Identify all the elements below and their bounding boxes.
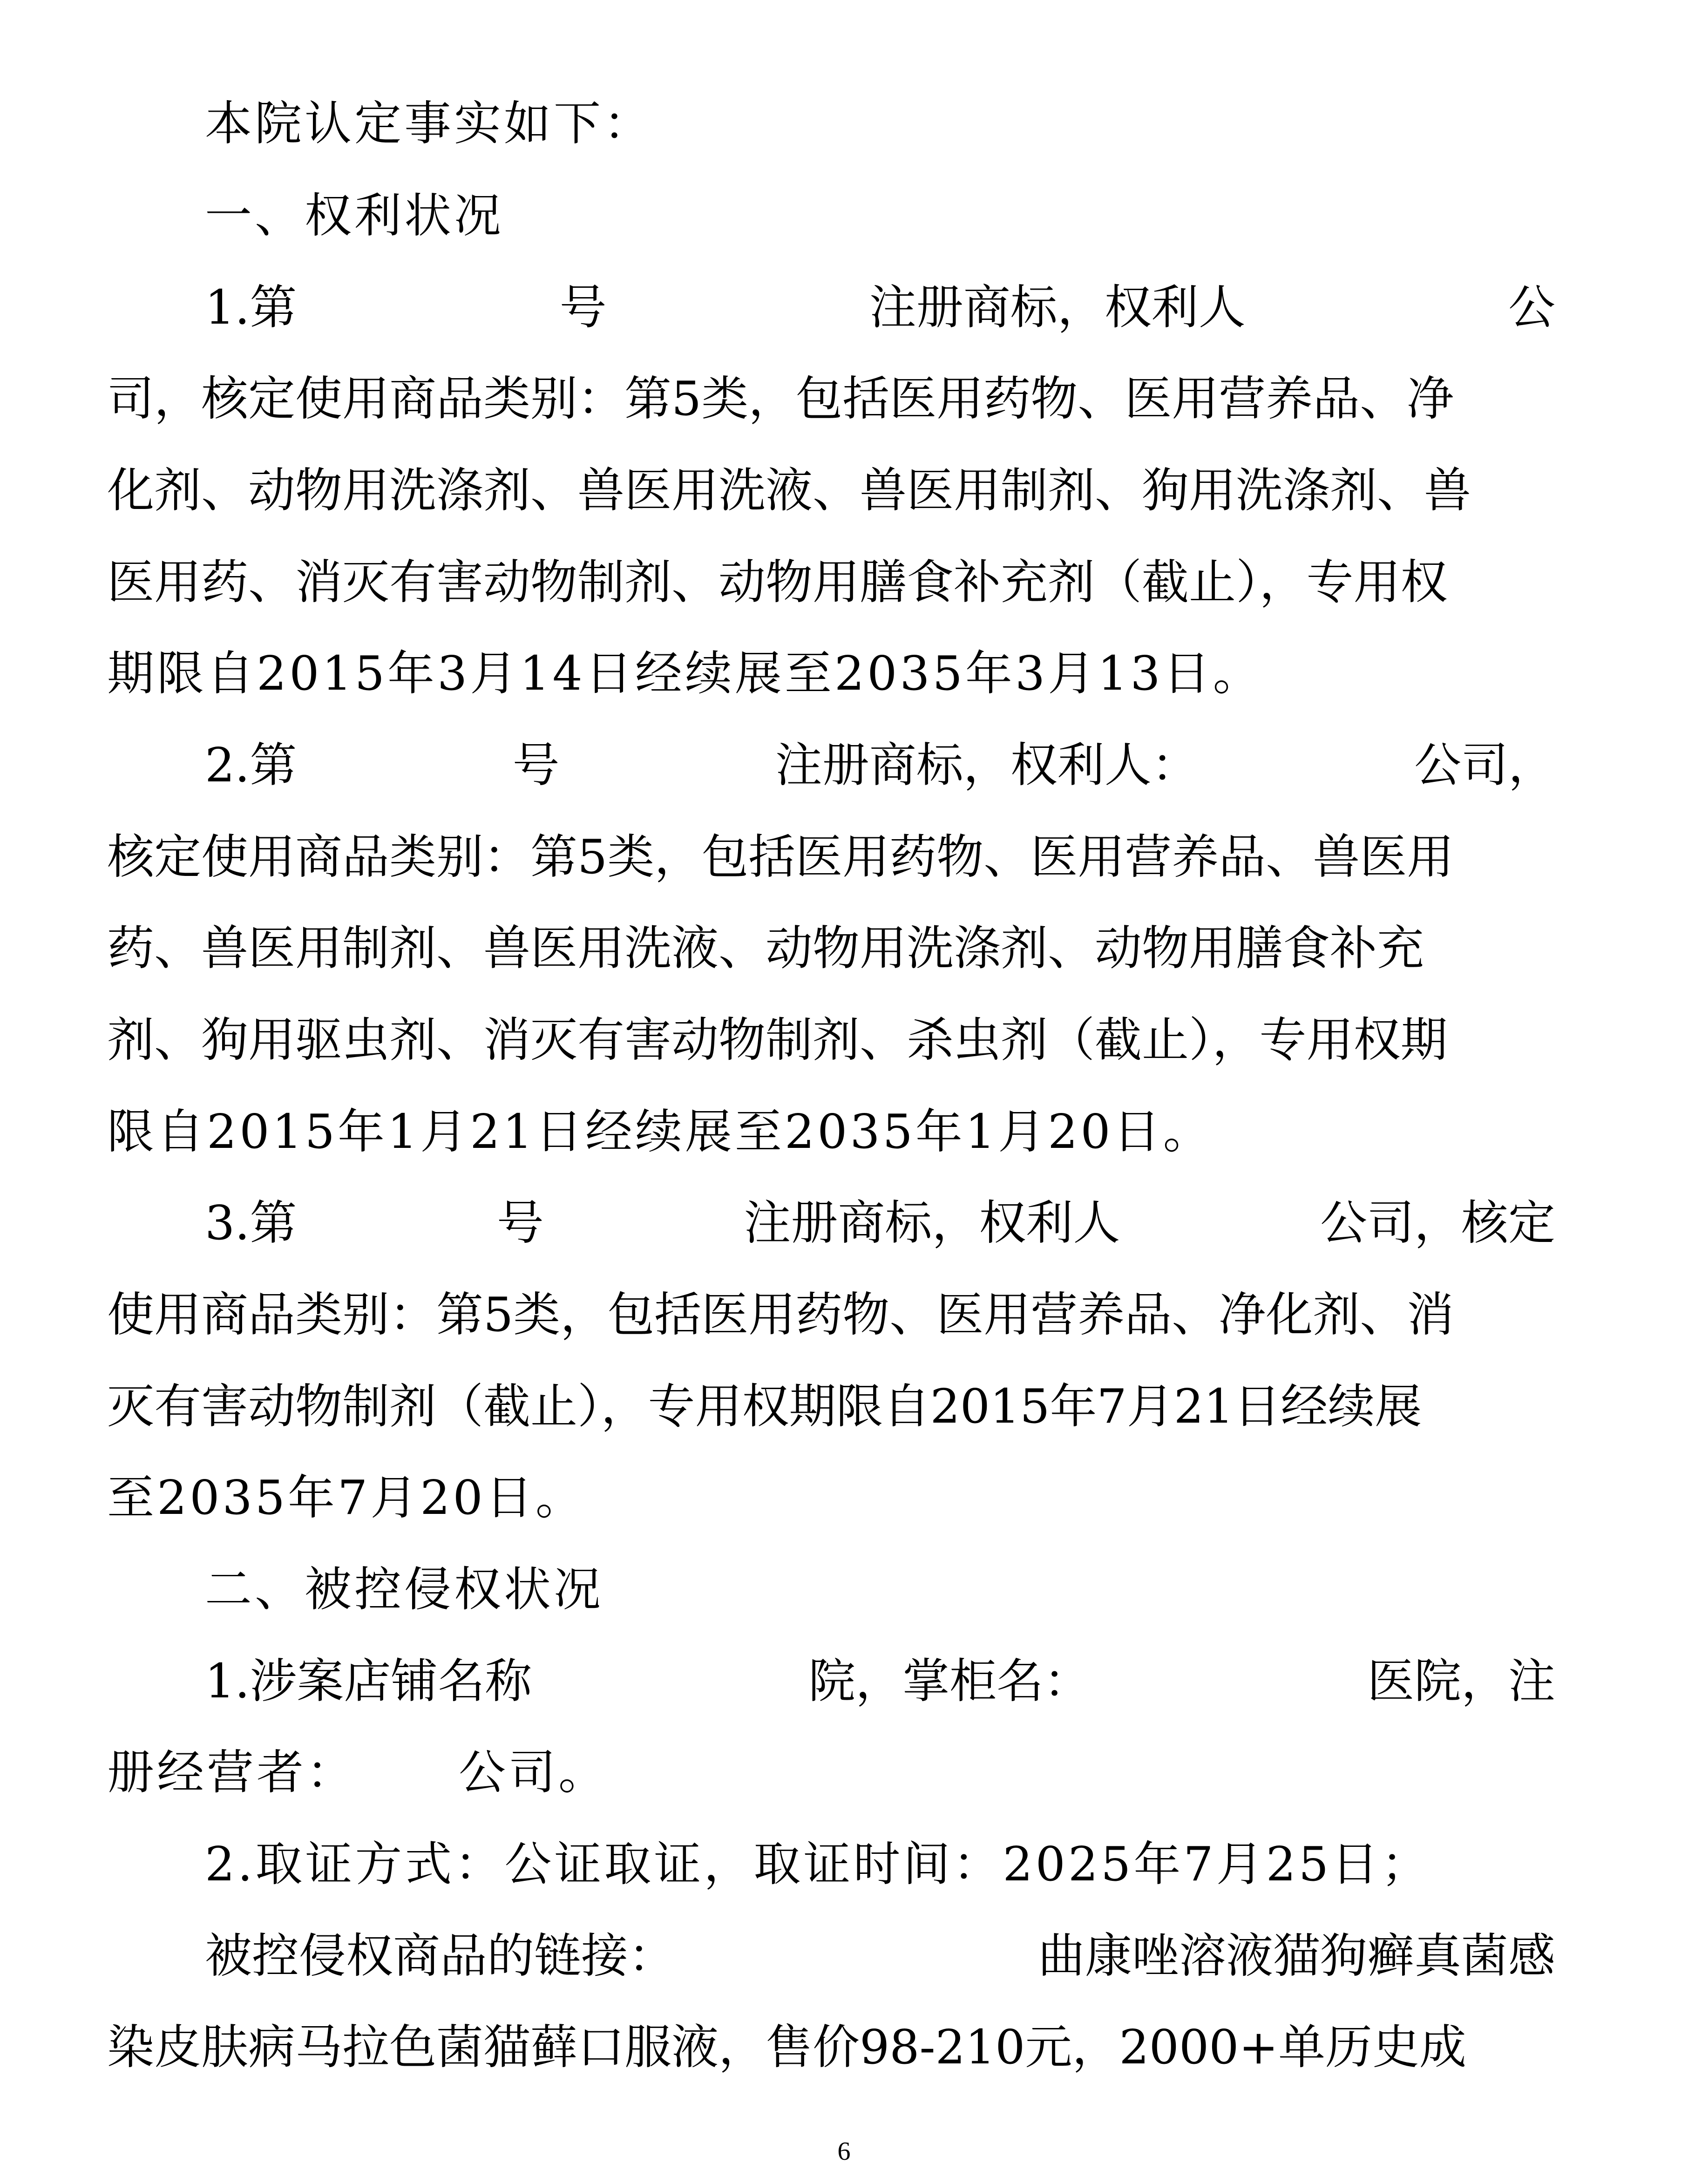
text-line: [107, 2014, 1555, 2080]
text-line: [205, 733, 1555, 798]
text-segment: 院，掌柜名：: [808, 1654, 1091, 1709]
text-segment: 2.取证方式：公证取证，取证时间：2025年7月25日；: [205, 1837, 1431, 1892]
text-segment: 至2035年7月20日。: [107, 1470, 585, 1525]
text-segment: 公司。: [459, 1745, 609, 1800]
section-heading: [205, 1557, 1555, 1622]
text-segment: 曲康唑溶液猫狗癣真菌感: [1037, 1928, 1555, 1983]
text-segment: 注册商标，权利人：: [775, 738, 1199, 793]
text-line: [107, 458, 1555, 523]
text-segment: 使用商品类别：第5类，包括医用药物、医用营养品、净化剂、消: [107, 1287, 1454, 1342]
text-segment: 化剂、动物用洗涤剂、兽医用洗液、兽医用制剂、狗用洗涤剂、兽: [107, 463, 1471, 518]
text-segment: 1.涉案店铺名称: [205, 1654, 532, 1709]
text-line: [107, 1099, 1555, 1164]
text-line: [107, 1007, 1555, 1072]
text-line: [107, 916, 1555, 981]
text-segment: 核定使用商品类别：第5类，包括医用药物、医用营养品、兽医用: [107, 829, 1454, 884]
text-segment: 二、被控侵权状况: [205, 1562, 604, 1617]
text-segment: 号: [496, 1195, 544, 1250]
text-line: [205, 1923, 1555, 1988]
text-segment: 公司，核定: [1320, 1195, 1555, 1250]
text-segment: 被控侵权商品的链接：: [205, 1928, 676, 1983]
text-line: [107, 549, 1555, 615]
text-segment: 3.第: [205, 1195, 297, 1250]
text-segment: 公: [1508, 280, 1555, 335]
text-segment: 染皮肤病马拉色菌猫藓口服液，售价98-210元，2000+单历史成: [107, 2020, 1467, 2075]
text-line: [205, 1831, 1555, 1897]
page-number: 6: [837, 2137, 851, 2166]
text-segment: 剂、狗用驱虫剂、消灭有害动物制剂、杀虫剂（截止），专用权期: [107, 1012, 1448, 1067]
text-segment: 册经营者：: [107, 1745, 357, 1800]
text-segment: 灭有害动物制剂（截止），专用权期限自2015年7月21日经续展: [107, 1379, 1422, 1434]
text-segment: 本院认定事实如下：: [205, 96, 654, 151]
text-line: [205, 1190, 1555, 1255]
text-line: [107, 1740, 1555, 1805]
text-line: [107, 824, 1555, 889]
text-segment: 号: [559, 280, 607, 335]
text-segment: 一、权利状况: [205, 188, 504, 243]
text-line: [107, 1282, 1555, 1347]
text-segment: 公司，: [1414, 738, 1555, 793]
text-segment: 医用药、消灭有害动物制剂、动物用膳食补充剂（截止），专用权: [107, 555, 1448, 610]
text-segment: 注册商标，权利人: [744, 1195, 1120, 1250]
text-line: [107, 1374, 1555, 1439]
text-segment: 药、兽医用制剂、兽医用洗液、动物用洗涤剂、动物用膳食补充: [107, 921, 1424, 976]
text-segment: 1.第: [205, 280, 297, 335]
text-segment: 限自2015年1月21日经续展至2035年1月20日。: [107, 1104, 1213, 1159]
text-line: [205, 91, 1555, 156]
text-line: [107, 366, 1555, 431]
section-heading: [205, 183, 1555, 248]
text-segment: 司，核定使用商品类别：第5类，包括医用药物、医用营养品、净: [107, 371, 1454, 426]
text-segment: 2.第: [205, 738, 297, 793]
text-line: [107, 1465, 1555, 1530]
text-line: [107, 641, 1555, 706]
text-segment: 号: [512, 738, 560, 793]
text-segment: 注册商标，权利人: [869, 280, 1246, 335]
text-segment: 医院，注: [1367, 1654, 1555, 1709]
text-line: [205, 1648, 1555, 1714]
text-segment: 期限自2015年3月14日经续展至2035年3月13日。: [107, 646, 1263, 701]
text-line: [205, 275, 1555, 340]
